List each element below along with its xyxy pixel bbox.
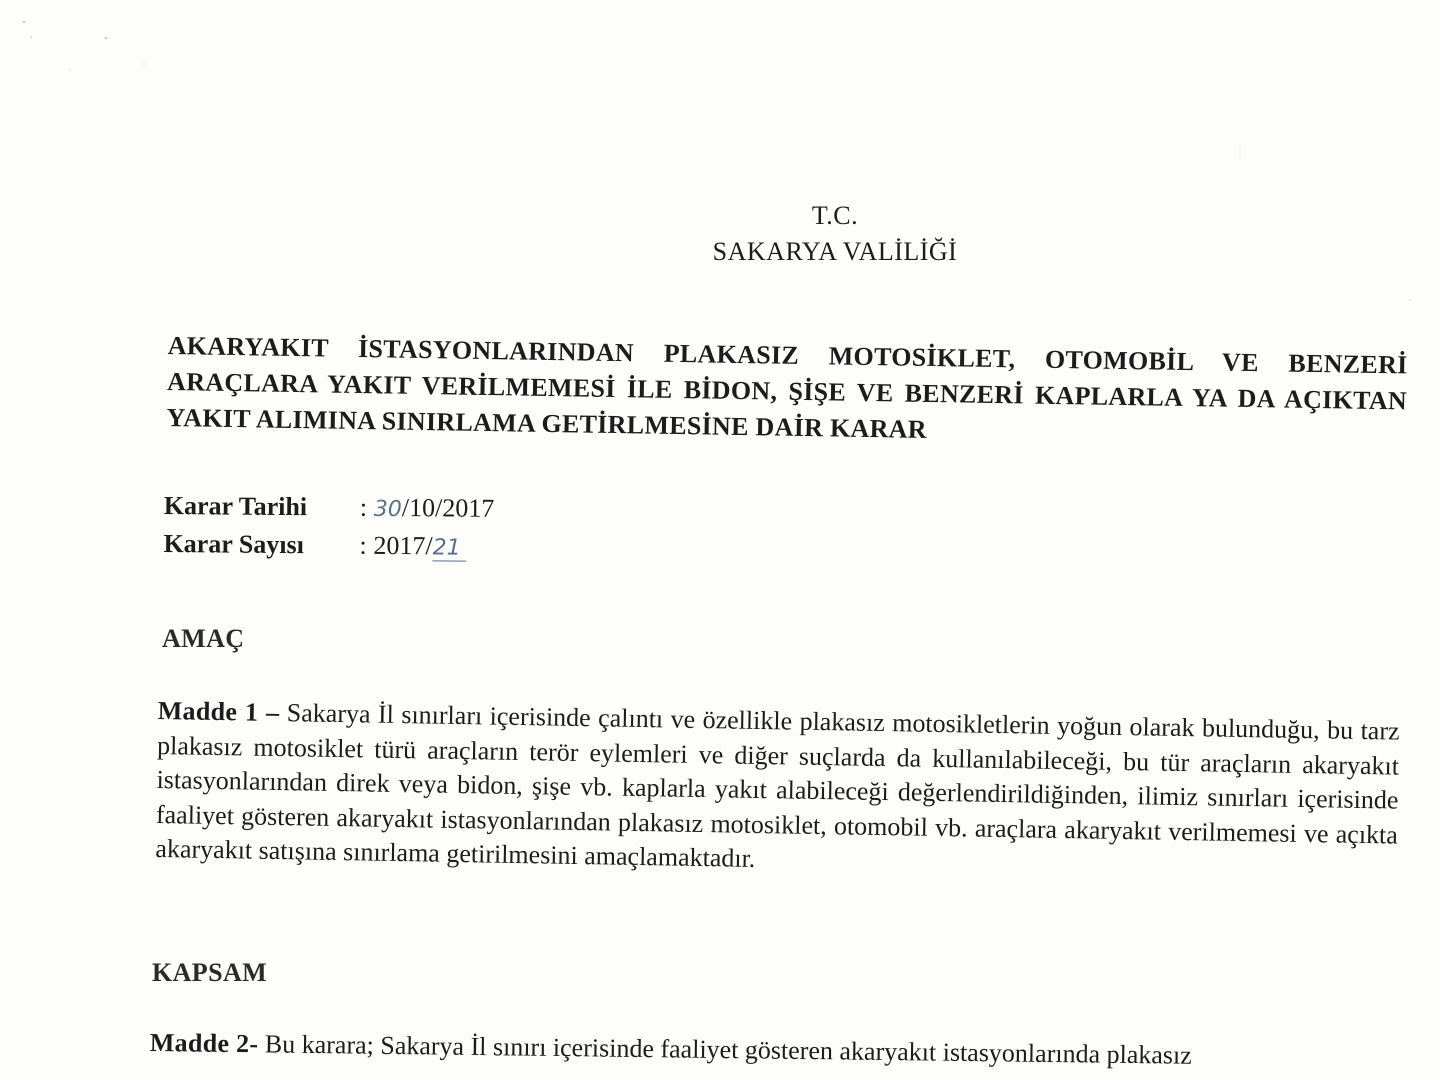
- article-2: [150, 1026, 1400, 1076]
- decision-number-value: [373, 528, 467, 567]
- decision-date-row: [164, 488, 495, 529]
- section-heading-amac: AMAÇ: [162, 624, 245, 653]
- article-1-label: Madde 1 –: [157, 695, 280, 728]
- handwritten-number: 21: [433, 535, 467, 561]
- decision-meta: [163, 488, 494, 567]
- decision-date-label: Karar Tarihi: [163, 490, 308, 522]
- decision-number-label: Karar Sayısı: [163, 528, 304, 560]
- decision-number-row: [163, 526, 494, 567]
- section-heading-kapsam: KAPSAM: [152, 958, 268, 987]
- handwritten-day: 30: [373, 496, 402, 523]
- decision-date-value: [374, 490, 495, 529]
- issuing-authority-header: [660, 198, 1010, 270]
- decision-date-rest: /10/2017: [401, 493, 495, 523]
- header-governorship: SAKARYA VALİLİĞİ: [712, 237, 958, 266]
- header-tc: T.C.: [811, 201, 859, 230]
- decision-number-prefix: 2017/: [373, 530, 433, 561]
- article-1-text: Sakarya İl sınırları içerisinde çalıntı ve özellikle plakasız motosikletlerin yoğun olarak bulunduğu, bu tarz plakasız motosiklet türü araçların terör eylemleri ve diğer suçlarda da kullanılabileceği, bu tür araçların akaryakıt istasyonlarından direk veya bidon, şişe vb. kaplarla yakıt alabileceği değerlendirildiğinden, ilimiz sınırları içerisinde faaliyet gösteren akaryakıt istasyonlarından plakasız motosiklet, otomobil vb. araçlara akaryakıt verilmemesi ve açıkta akaryakıt satışına sınırlama getirilmesini amaçlamaktadır.: [155, 698, 1400, 873]
- decision-date-colon: :: [359, 492, 368, 522]
- decision-title: AKARYAKIT İSTASYONLARINDAN PLAKASIZ MOTOSİKLET, OTOMOBİL VE BENZERİ ARAÇLARA YAKIT VERİLMEMESİ İLE BİDON, ŞİŞE VE BENZERİ KAPLARLA YA DA AÇIKTAN YAKIT ALIMINA SINIRLAMA GETİRLMESİNE DAİR KARAR: [166, 330, 1408, 444]
- decision-number-colon: :: [359, 530, 367, 560]
- article-2-label: Madde 2-: [149, 1027, 259, 1059]
- article-2-text: Bu karara; Sakarya İl sınırı içerisinde faaliyet gösteren akaryakıt istasyonlarında plakasız: [264, 1029, 1192, 1070]
- article-1: [155, 694, 1400, 887]
